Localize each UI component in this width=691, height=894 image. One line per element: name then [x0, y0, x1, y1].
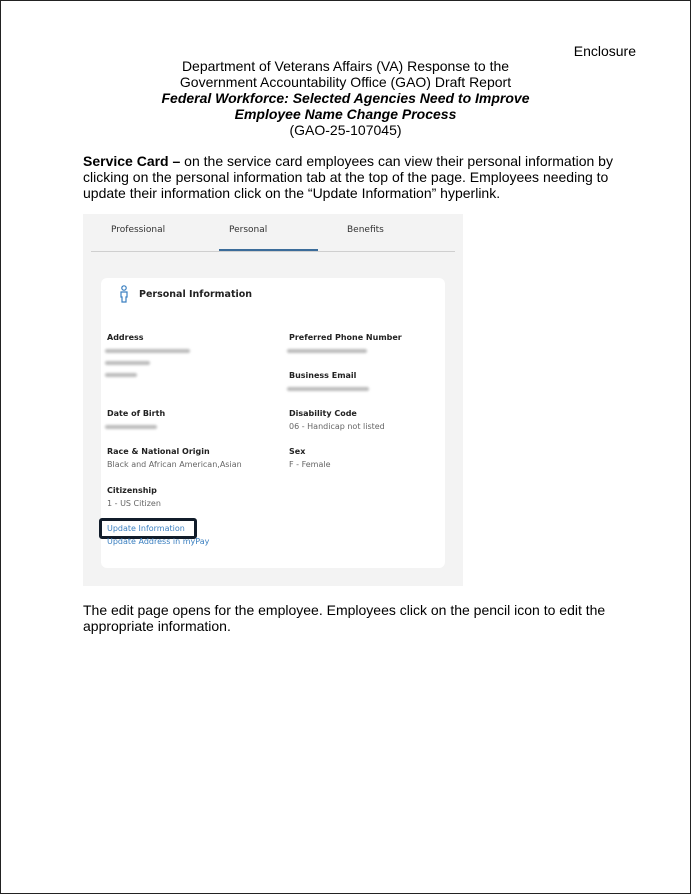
- tab-personal[interactable]: Personal: [229, 225, 268, 235]
- redacted-value: [105, 373, 137, 377]
- header-line: Department of Veterans Affairs (VA) Response to the: [181, 58, 510, 74]
- redacted-value: [105, 349, 190, 353]
- intro-paragraph: [83, 153, 613, 201]
- redacted-value: [287, 349, 367, 353]
- redacted-value: [105, 425, 157, 429]
- address-label: Address: [107, 333, 144, 342]
- tab-benefits[interactable]: Benefits: [347, 225, 384, 235]
- intro-bold: Service Card –: [83, 153, 181, 169]
- closing-paragraph: The edit page opens for the employee. Employees click on the pencil icon to edit the appropriate information.: [83, 602, 606, 634]
- sex-value: F - Female: [289, 460, 331, 469]
- tab-divider: [91, 251, 455, 252]
- report-title: Employee Name Change Process: [234, 106, 457, 122]
- citizenship-label: Citizenship: [107, 486, 157, 495]
- citizenship-value: 1 - US Citizen: [107, 499, 161, 508]
- disability-label: Disability Code: [289, 409, 357, 418]
- sex-label: Sex: [289, 447, 306, 456]
- service-card-screenshot: [83, 214, 463, 586]
- email-label: Business Email: [289, 371, 357, 380]
- report-title: Federal Workforce: Selected Agencies Need to Improve: [161, 90, 530, 106]
- update-address-link[interactable]: Update Address in myPay: [107, 537, 210, 546]
- card-title: Personal Information: [139, 289, 253, 300]
- race-value: Black and African American,Asian: [107, 460, 242, 469]
- header-line: Government Accountability Office (GAO) Draft Report: [179, 74, 512, 90]
- tab-professional[interactable]: Professional: [111, 225, 166, 235]
- report-id: (GAO-25-107045): [289, 122, 402, 138]
- disability-value: 06 - Handicap not listed: [289, 422, 385, 431]
- redacted-value: [105, 361, 150, 365]
- race-label: Race & National Origin: [107, 447, 210, 456]
- intro-text: on the service card employees can view their personal information by clicking on the personal information tab at the top of the page. Employees needing to update their information click on the “Update Information” hyperlink.: [83, 153, 613, 201]
- enclosure-label: Enclosure: [573, 43, 636, 59]
- personal-information-card: [101, 278, 445, 568]
- person-icon: [119, 285, 129, 303]
- update-information-link[interactable]: Update Information: [107, 524, 185, 533]
- redacted-value: [287, 387, 369, 391]
- document-header: [1, 58, 690, 138]
- active-tab-indicator: [219, 249, 318, 251]
- phone-label: Preferred Phone Number: [289, 333, 402, 342]
- dob-label: Date of Birth: [107, 409, 166, 418]
